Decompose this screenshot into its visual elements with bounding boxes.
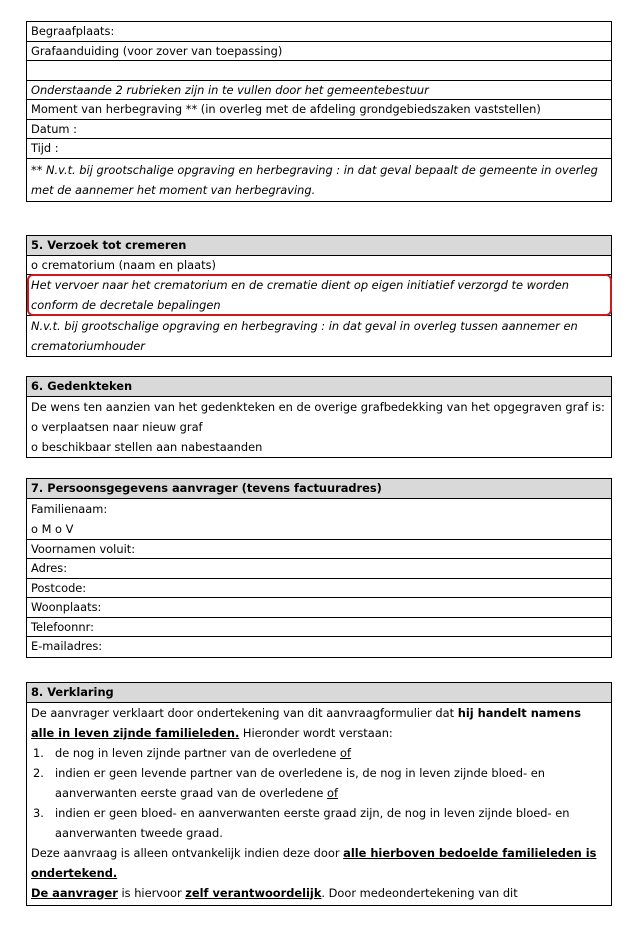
declaration-understood: Hieronder wordt verstaan: — [239, 725, 393, 740]
list-item — [31, 803, 607, 843]
responsibility-continued: . Door medeondertekening van dit — [321, 885, 518, 900]
relatives-list — [31, 743, 607, 843]
list-item — [31, 743, 607, 763]
monument-section — [26, 376, 612, 458]
responsibility-emphasis: zelf verantwoordelijk — [185, 885, 322, 900]
transport-note: Het vervoer naar het crematorium en de crematie dient op eigen initiatief verzorgd te worden conform de decretale bepalingen — [27, 275, 611, 316]
responsibility-note — [31, 883, 607, 903]
list-item — [31, 763, 607, 803]
crematorium-field[interactable]: o crematorium (naam en plaats) — [27, 256, 611, 276]
section-7-title: 7. Persoonsgegevens aanvrager (tevens factuuradres) — [27, 479, 611, 499]
section-6-title: 6. Gedenkteken — [27, 377, 611, 397]
section-8-title: 8. Verklaring — [27, 683, 611, 703]
grave-designation-field[interactable]: Grafaanduiding (voor zover van toepassing) — [27, 42, 611, 62]
cemetery-field[interactable]: Begraafplaats: — [27, 22, 611, 42]
cremation-section — [26, 235, 612, 357]
responsibility-applicant: De aanvrager — [31, 885, 118, 900]
blank-row — [27, 61, 611, 81]
monument-body — [27, 397, 611, 457]
postcode-field[interactable]: Postcode: — [27, 579, 611, 599]
list-number: 3. — [33, 805, 44, 820]
section-5-title: 5. Verzoek tot cremeren — [27, 236, 611, 256]
admissibility-note — [31, 843, 607, 883]
cremation-nvt-note: N.v.t. bij grootschalige opgraving en herbegraving : in dat geval in overleg tussen aannemer en crematoriumhouder — [31, 319, 578, 353]
list-number: 2. — [33, 765, 44, 780]
declaration-section — [26, 682, 612, 906]
monument-intro: De wens ten aanzien van het gedenkteken en de overige grafbedekking van het opgegraven graf is: — [31, 399, 605, 414]
city-field[interactable]: Woonplaats: — [27, 598, 611, 618]
declaration-intro-text: De aanvrager verklaart door ondertekening van dit aanvraagformulier dat — [31, 705, 458, 720]
declaration-intro — [31, 703, 607, 743]
monument-option-relatives[interactable]: o beschikbaar stellen aan nabestaanden — [31, 439, 263, 454]
list-text: de nog in leven zijnde partner van de overledene — [55, 745, 341, 760]
responsibility-text: is hiervoor — [117, 885, 186, 900]
email-field[interactable]: E-mailadres: — [31, 639, 103, 653]
applicant-section — [26, 478, 612, 658]
date-field[interactable]: Datum : — [27, 120, 611, 140]
gender-options[interactable]: o M o V — [31, 521, 74, 536]
monument-option-move[interactable]: o verplaatsen naar nieuw graf — [31, 419, 203, 434]
time-field[interactable]: Tijd : — [27, 139, 611, 159]
phone-field[interactable]: Telefoonnr: — [27, 618, 611, 638]
list-conjunction: of — [326, 785, 338, 800]
municipality-instruction: Onderstaande 2 rubrieken zijn in te vullen door het gemeentebestuur — [27, 81, 611, 101]
reburial-moment-field[interactable]: Moment van herbegraving ** (in overleg met de afdeling grondgebiedszaken vaststellen) — [27, 100, 611, 120]
grave-details-table — [26, 21, 612, 202]
admissibility-emphasis: alle hierboven bedoelde familieleden is ondertekend. — [31, 845, 597, 880]
reburial-footnote: ** N.v.t. bij grootschalige opgraving en herbegraving : in dat geval bepaalt de gemeente in overleg met de aannemer het moment van herbegraving. — [31, 162, 598, 197]
first-names-field[interactable]: Voornamen voluit: — [27, 540, 611, 560]
list-number: 1. — [33, 745, 44, 760]
surname-field[interactable]: Familienaam: — [31, 501, 108, 516]
list-text: indien er geen bloed- en aanverwanten eerste graad zijn, de nog in leven zijnde bloed- en aanverwanten tweede graad. — [55, 805, 570, 840]
list-conjunction: of — [340, 745, 352, 760]
declaration-on-behalf: hij handelt namens — [457, 705, 581, 720]
applicant-name-block — [27, 499, 611, 540]
admissibility-text: Deze aanvraag is alleen ontvankelijk indien deze door — [31, 845, 344, 860]
address-field[interactable]: Adres: — [27, 559, 611, 579]
declaration-all-relatives: alle in leven zijnde familieleden. — [31, 725, 240, 740]
declaration-body — [27, 703, 611, 905]
list-text: indien er geen levende partner van de overledene is, de nog in leven zijnde bloed- en aanverwanten eerste graad van de overledene — [55, 765, 545, 800]
